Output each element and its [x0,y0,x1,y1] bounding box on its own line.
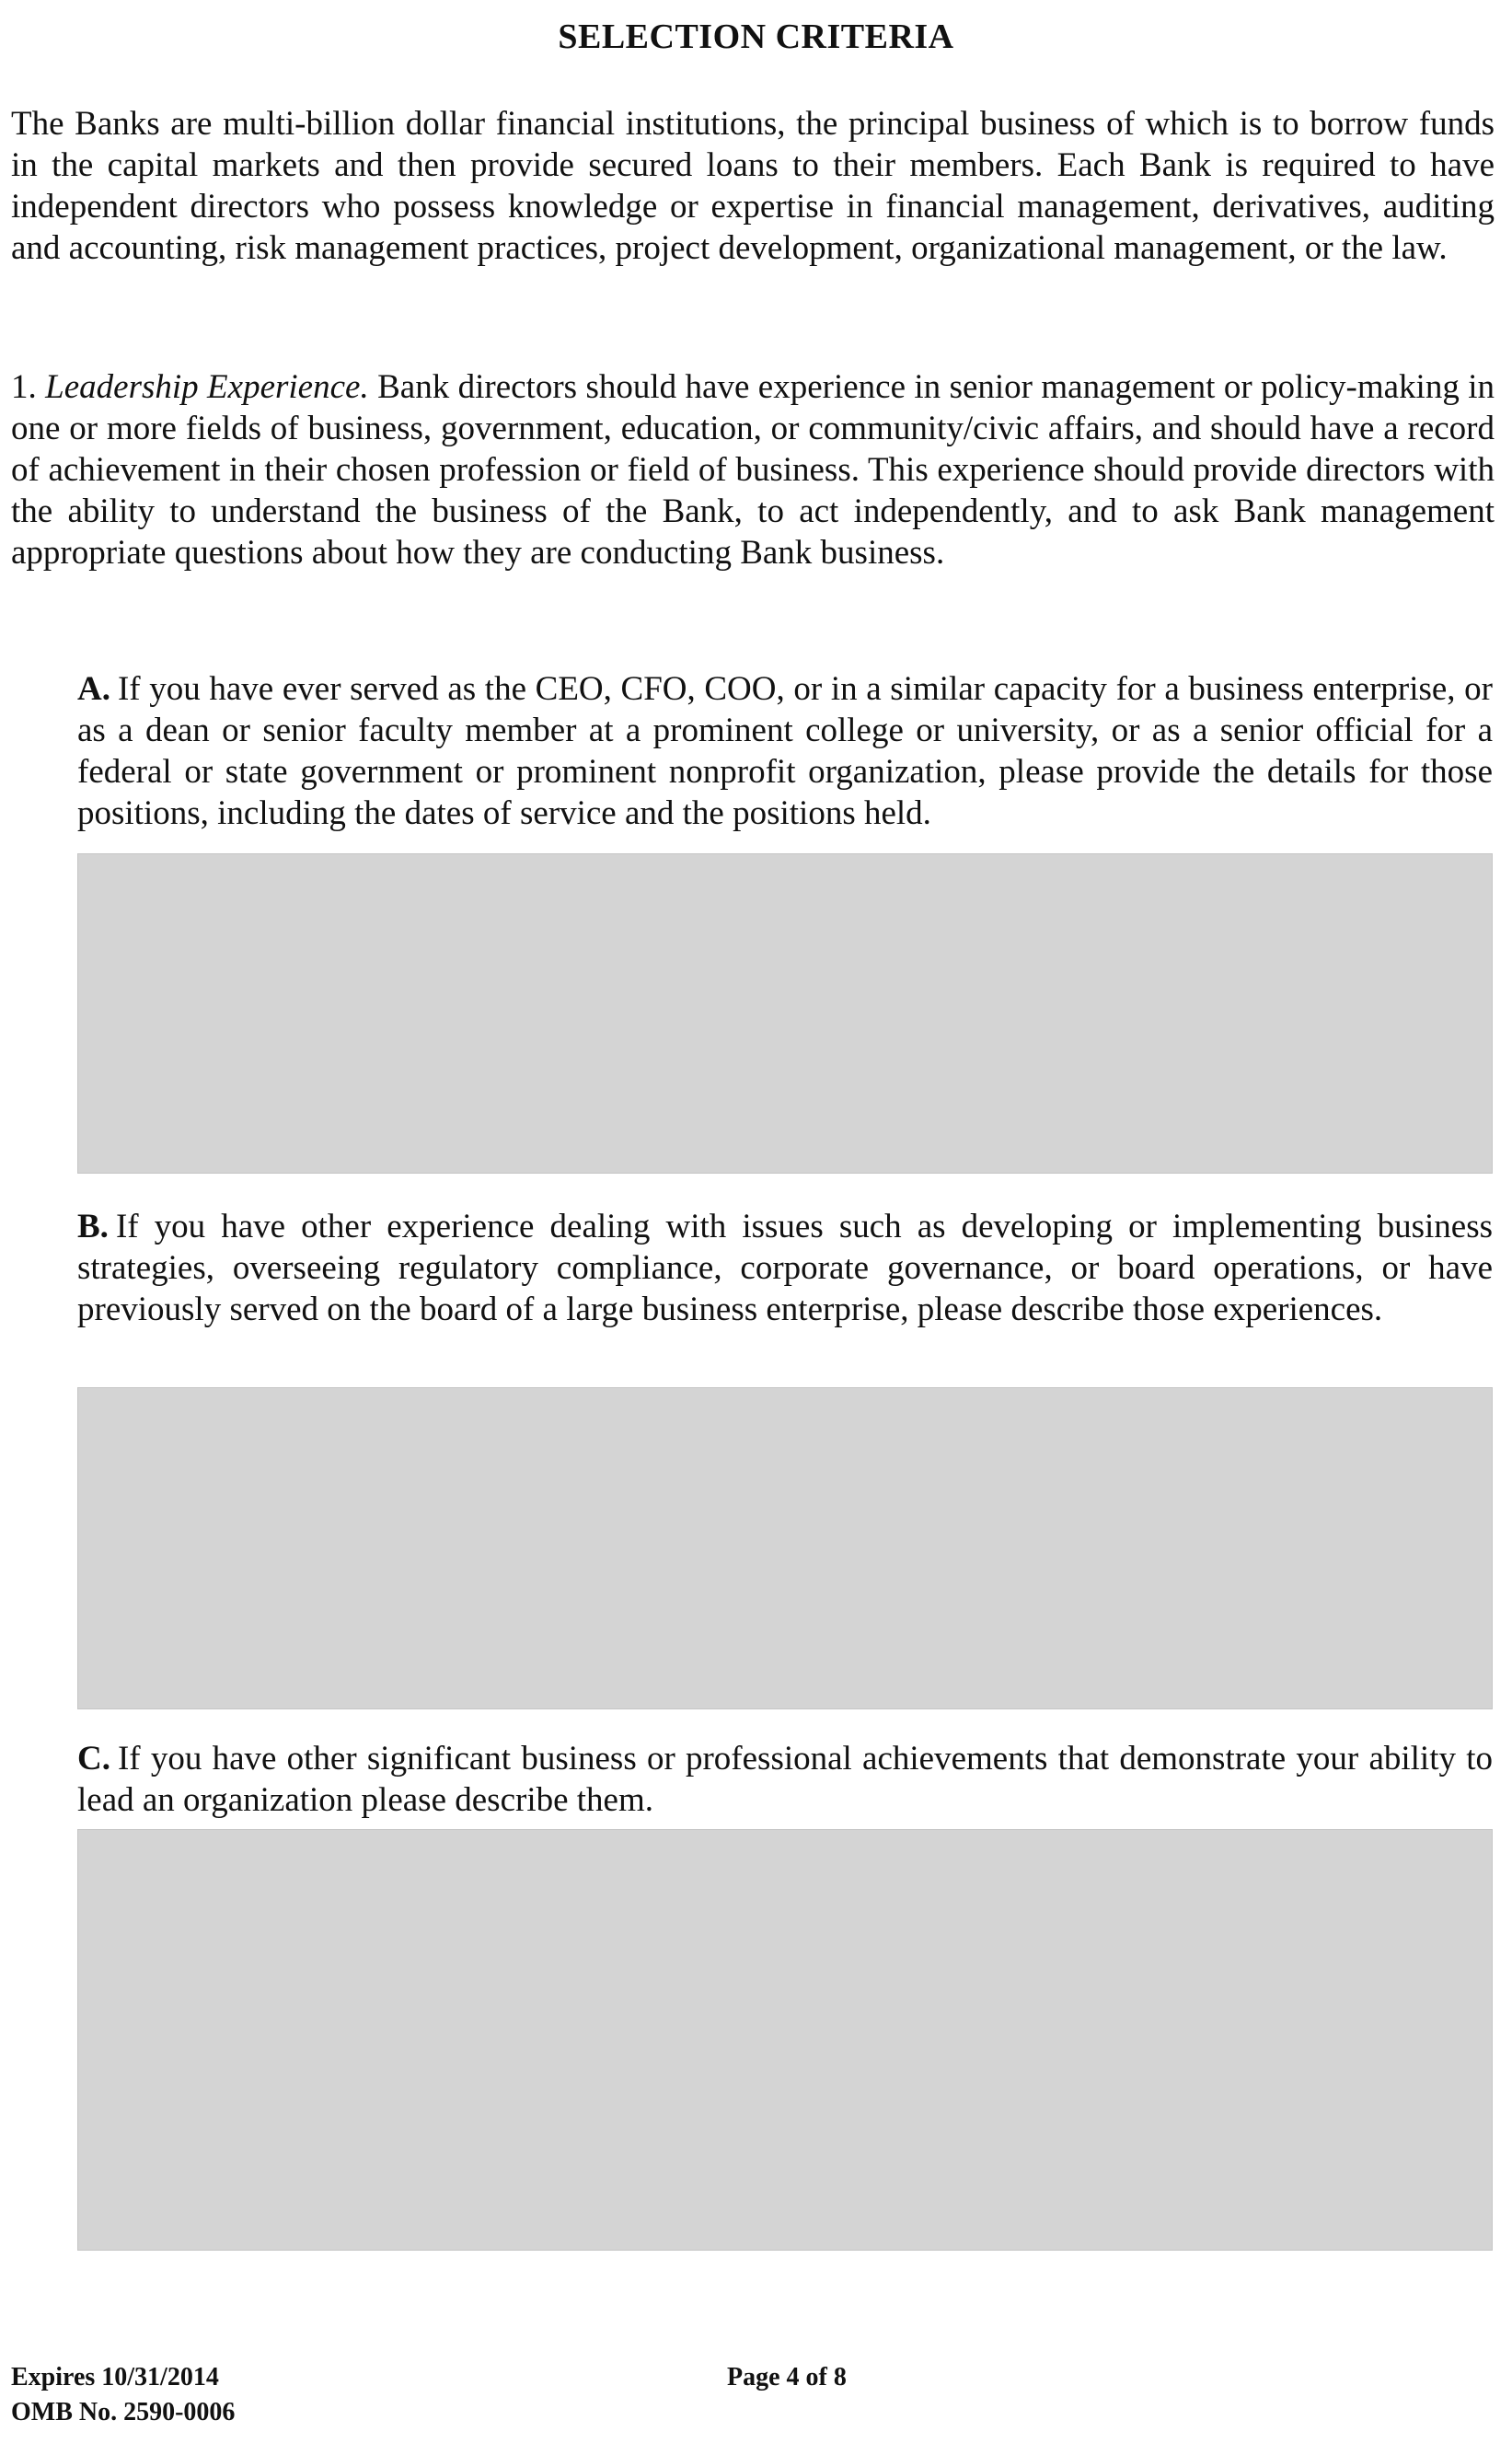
page-title: SELECTION CRITERIA [558,17,954,56]
leadership-section [11,366,1495,573]
answer-field-a[interactable] [77,853,1493,1174]
page-number: Page 4 of 8 [727,2363,847,2391]
question-a [77,668,1493,834]
question-text: If you have ever served as the CEO, CFO, COO, or in a similar capacity for a business enterprise, or as a dean or senior faculty member at a prominent college or university, or as a senior official for a federal or state government or prominent nonprofit organization, please provide the details for those positions, including the dates of service and the positions held. [77,670,1493,832]
question-letter: B. [77,1208,109,1245]
question-text: If you have other experience dealing with issues such as developing or implementing business strategies, overseeing regulatory compliance, corporate governance, or board operations, or have previously served on the board of a large business enterprise, please describe those experiences. [77,1208,1493,1328]
question-letter: C. [77,1740,110,1778]
question-text: If you have other significant business or professional achievements that demonstrate your ability to lead an organization please describe them. [77,1740,1493,1819]
section-heading: Leadership Experience. [45,368,369,406]
answer-field-b[interactable] [77,1387,1493,1709]
question-c [77,1738,1493,1821]
omb-number: OMB No. 2590-0006 [11,2398,236,2426]
question-b [77,1206,1493,1330]
question-letter: A. [77,670,110,708]
footer-left [11,2360,235,2430]
answer-field-c[interactable] [77,1829,1493,2251]
intro-paragraph: The Banks are multi-billion dollar financial institutions, the principal business of which is to borrow funds in the capital markets and then provide secured loans to their members. Each Bank is required to have independent directors who possess knowledge or expertise in financial management, derivatives, auditing and accounting, risk management practices, project development, organizational management, or the law. [11,105,1495,267]
section-number: 1. [11,368,37,406]
section-text: Bank directors should have experience in senior management or policy-making in one or more fields of business, government, education, or community/civic affairs, and should have a record of achievement in their chosen profession or field of business. This experience should provide directors with the ability to understand the business of the Bank, to act independently, and to ask Bank management appropriate questions about how they are conducting Bank business. [11,368,1495,572]
expiration-date: Expires 10/31/2014 [11,2363,219,2391]
